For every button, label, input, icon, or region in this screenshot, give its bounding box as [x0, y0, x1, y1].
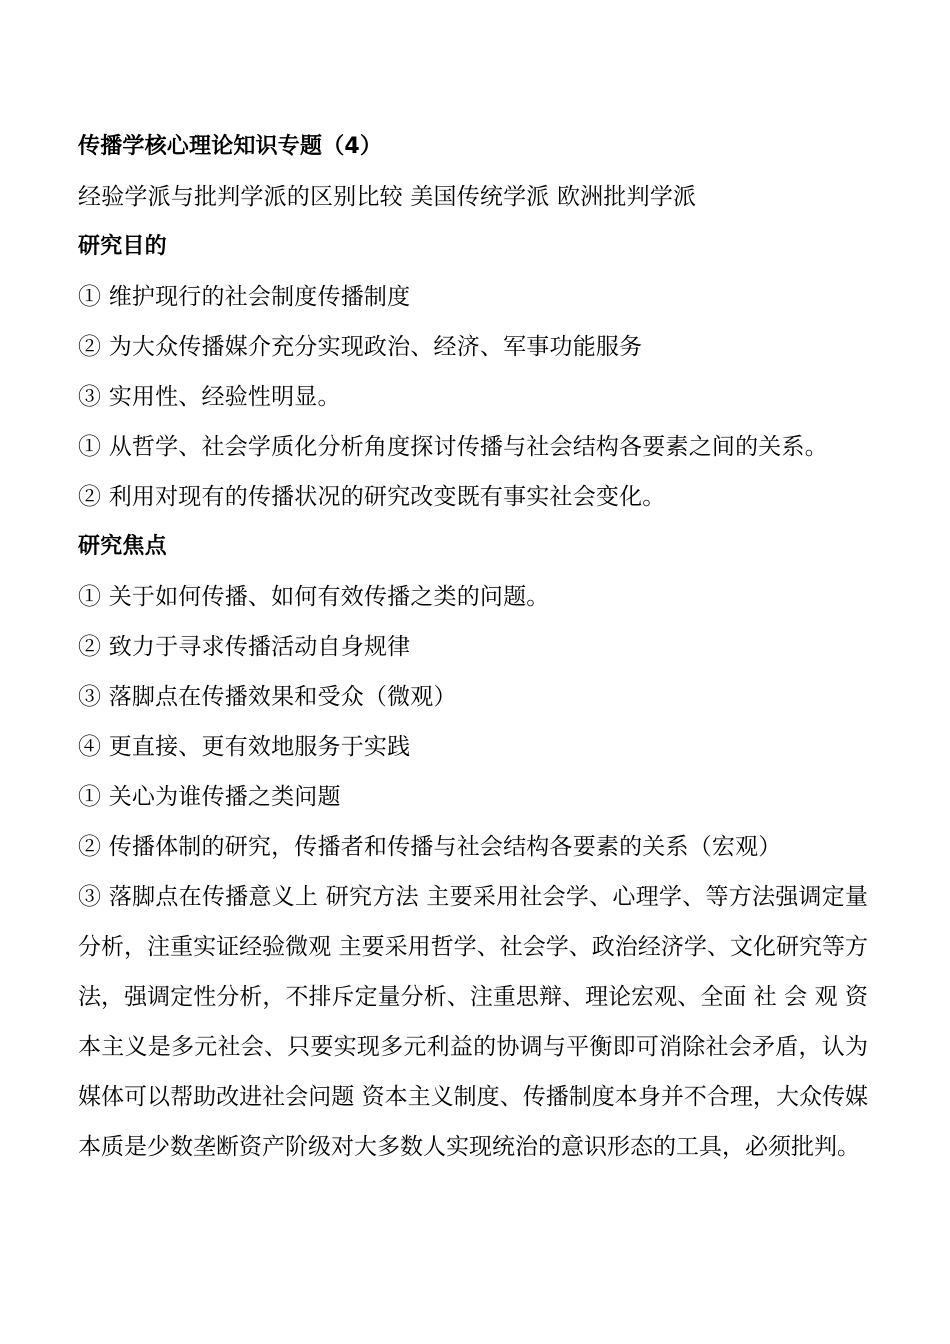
list-item: ② 传播体制的研究，传播者和传播与社会结构各要素的关系（宏观） — [78, 834, 782, 860]
list-item: ① 维护现行的社会制度传播制度 — [78, 284, 411, 310]
document-body — [78, 122, 878, 1172]
section-heading-purpose: 研究目的 — [78, 234, 167, 259]
document-subtitle: 经验学派与批判学派的区别比较 美国传统学派 欧洲批判学派 — [78, 184, 697, 210]
list-item: ① 关心为谁传播之类问题 — [78, 784, 341, 810]
list-item: ④ 更直接、更有效地服务于实践 — [78, 734, 411, 760]
list-item: ② 利用对现有的传播状况的研究改变既有事实社会变化。 — [78, 484, 666, 510]
list-item: ② 为大众传播媒介充分实现政治、经济、军事功能服务 — [78, 334, 643, 360]
list-item: ① 从哲学、社会学质化分析角度探讨传播与社会结构各要素之间的关系。 — [78, 434, 828, 460]
list-item: ② 致力于寻求传播活动自身规律 — [78, 634, 411, 660]
list-item: ③ 实用性、经验性明显。 — [78, 384, 341, 410]
section-heading-focus: 研究焦点 — [78, 534, 167, 559]
list-item: ① 关于如何传播、如何有效传播之类的问题。 — [78, 584, 550, 610]
document-title: 传播学核心理论知识专题（4） — [78, 134, 383, 159]
list-item: ③ 落脚点在传播效果和受众（微观） — [78, 684, 457, 710]
body-paragraph: ③ 落脚点在传播意义上 研究方法 主要采用社会学、心理学、等方法强调定量分析，注重实证经验微观 主要采用哲学、社会学、政治经济学、文化研究等方法，强调定性分析，不排斥定量分析、注重思辩、理论宏观、全面 社 会 观 资本主义是多元社会、只要实现多元利益的协调与平衡即可消除社会矛盾，认为媒体可以帮助改进社会问题 资本主义制度、传播制度本身并不合理，大众传媒本质是少数垄断资产阶级对大多数人实现统治的意识形态的工具，必须批判。 — [78, 884, 868, 1160]
